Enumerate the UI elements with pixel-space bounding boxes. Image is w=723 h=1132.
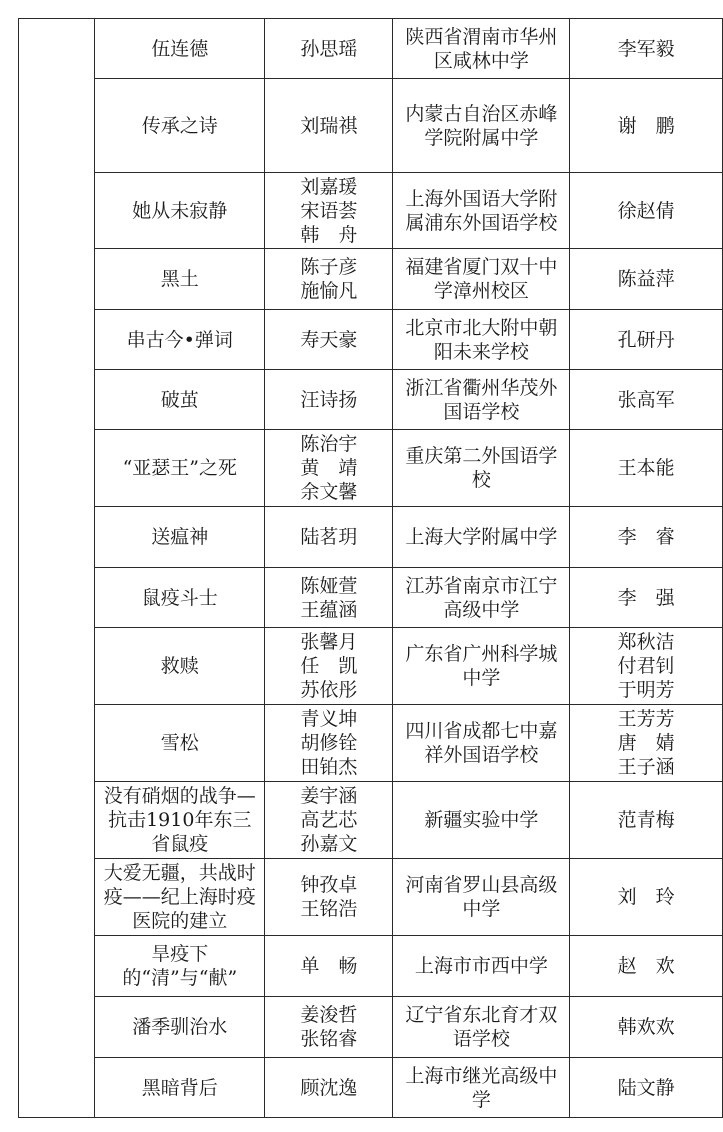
work-title: 破茧 [95,370,265,430]
school-name: 广东省广州科学城中学 [393,628,570,705]
tutor-names: 王本能 [570,430,723,507]
author-names: 陈娅萱 王蕴涵 [265,568,393,628]
table-row [19,430,723,507]
table-row [19,19,723,79]
table-row [19,705,723,782]
tutor-names: 李 强 [570,568,723,628]
school-name: 陕西省渭南市华州区咸林中学 [393,19,570,79]
work-title: 潘季驯治水 [95,997,265,1058]
school-name: 上海外国语大学附属浦东外国语学校 [393,173,570,249]
table-row [19,628,723,705]
school-name: 辽宁省东北育才双语学校 [393,997,570,1058]
tutor-names: 李军毅 [570,19,723,79]
table-row [19,568,723,628]
tutor-names: 陈益萍 [570,249,723,310]
school-name: 福建省厦门双十中学漳州校区 [393,249,570,310]
tutor-names: 张高军 [570,370,723,430]
work-title: 黑暗背后 [95,1058,265,1118]
tutor-names: 韩欢欢 [570,997,723,1058]
work-title: 她从未寂静 [95,173,265,249]
table-row [19,310,723,370]
work-title: 伍连德 [95,19,265,79]
tutor-names: 王芳芳 唐 婧 王子涵 [570,705,723,782]
work-title: 鼠疫斗士 [95,568,265,628]
table-row [19,79,723,173]
school-name: 北京市北大附中朝阳未来学校 [393,310,570,370]
tutor-names: 范青梅 [570,782,723,859]
tutor-names: 刘 玲 [570,859,723,936]
school-name: 新疆实验中学 [393,782,570,859]
author-names: 张馨月 任 凯 苏依彤 [265,628,393,705]
table-row [19,370,723,430]
author-names: 寿天豪 [265,310,393,370]
author-names: 陈治宇 黄 靖 余文馨 [265,430,393,507]
table-row [19,1058,723,1118]
table-row [19,936,723,997]
author-names: 汪诗扬 [265,370,393,430]
author-names: 孙思瑶 [265,19,393,79]
school-name: 河南省罗山县高级中学 [393,859,570,936]
school-name: 江苏省南京市江宁高级中学 [393,568,570,628]
author-names: 青义坤 胡修铨 田铂杰 [265,705,393,782]
author-names: 陆茗玥 [265,507,393,568]
school-name: 重庆第二外国语学校 [393,430,570,507]
tutor-names: 孔研丹 [570,310,723,370]
tutor-names: 郑秋洁 付君钊 于明芳 [570,628,723,705]
tutor-names: 徐赵倩 [570,173,723,249]
work-title: 串古今•弹词 [95,310,265,370]
table-row [19,997,723,1058]
work-title: 旱疫下的“清”与“献” [95,936,265,997]
tutor-names: 谢 鹏 [570,79,723,173]
school-name: 内蒙古自治区赤峰学院附属中学 [393,79,570,173]
category-cell [19,19,95,1118]
table-row [19,782,723,859]
author-names: 陈子彦 施愉凡 [265,249,393,310]
author-names: 顾沈逸 [265,1058,393,1118]
table-row [19,249,723,310]
work-title: 黑土 [95,249,265,310]
school-name: 上海市继光高级中学 [393,1058,570,1118]
work-title: “亚瑟王”之死 [95,430,265,507]
school-name: 四川省成都七中嘉祥外国语学校 [393,705,570,782]
table-row [19,173,723,249]
author-names: 钟孜卓 王铭浩 [265,859,393,936]
work-title: 没有硝烟的战争—抗击1910年东三省鼠疫 [95,782,265,859]
tutor-names: 陆文静 [570,1058,723,1118]
award-table [18,18,723,1118]
school-name: 上海大学附属中学 [393,507,570,568]
tutor-names: 李 睿 [570,507,723,568]
author-names: 刘嘉瑗 宋语荟 韩 舟 [265,173,393,249]
author-names: 刘瑞祺 [265,79,393,173]
table-row [19,507,723,568]
author-names: 姜宇涵 高艺芯 孙嘉文 [265,782,393,859]
work-title: 雪松 [95,705,265,782]
school-name: 浙江省衢州华茂外国语学校 [393,370,570,430]
school-name: 上海市市西中学 [393,936,570,997]
work-title: 大爱无疆，共战时疫——纪上海时疫医院的建立 [95,859,265,936]
author-names: 单 畅 [265,936,393,997]
work-title: 送瘟神 [95,507,265,568]
author-names: 姜浚哲 张铭睿 [265,997,393,1058]
work-title: 传承之诗 [95,79,265,173]
table-row [19,859,723,936]
work-title: 救赎 [95,628,265,705]
tutor-names: 赵 欢 [570,936,723,997]
